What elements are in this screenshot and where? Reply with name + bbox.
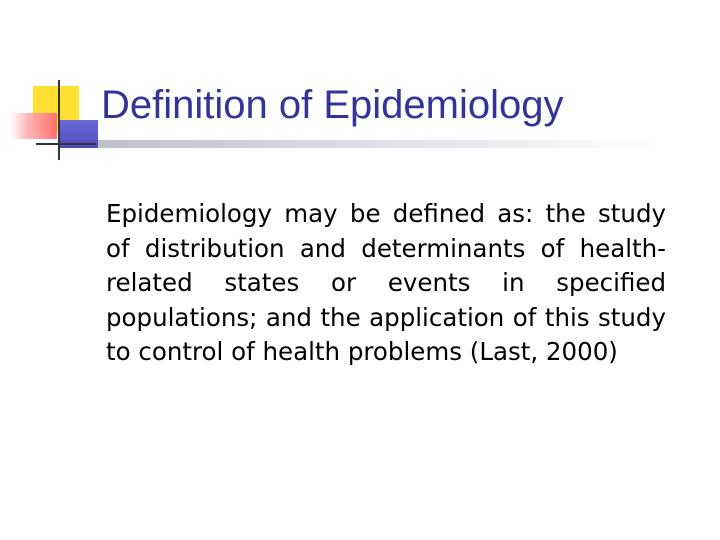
logo-horizontal-line <box>36 143 96 145</box>
slide-template-logo-icon <box>0 0 110 170</box>
logo-red-square <box>10 113 57 139</box>
slide-body-text: Epidemiology may be defined as: the study of distribution and determinants of health-related states or events in specified populations; and the application of this study to control of health problems (Last, 2000) <box>106 199 666 366</box>
slide-title: Definition of Epidemiology <box>101 83 564 127</box>
logo-vertical-line <box>58 80 60 160</box>
title-underline-rule <box>98 140 658 148</box>
